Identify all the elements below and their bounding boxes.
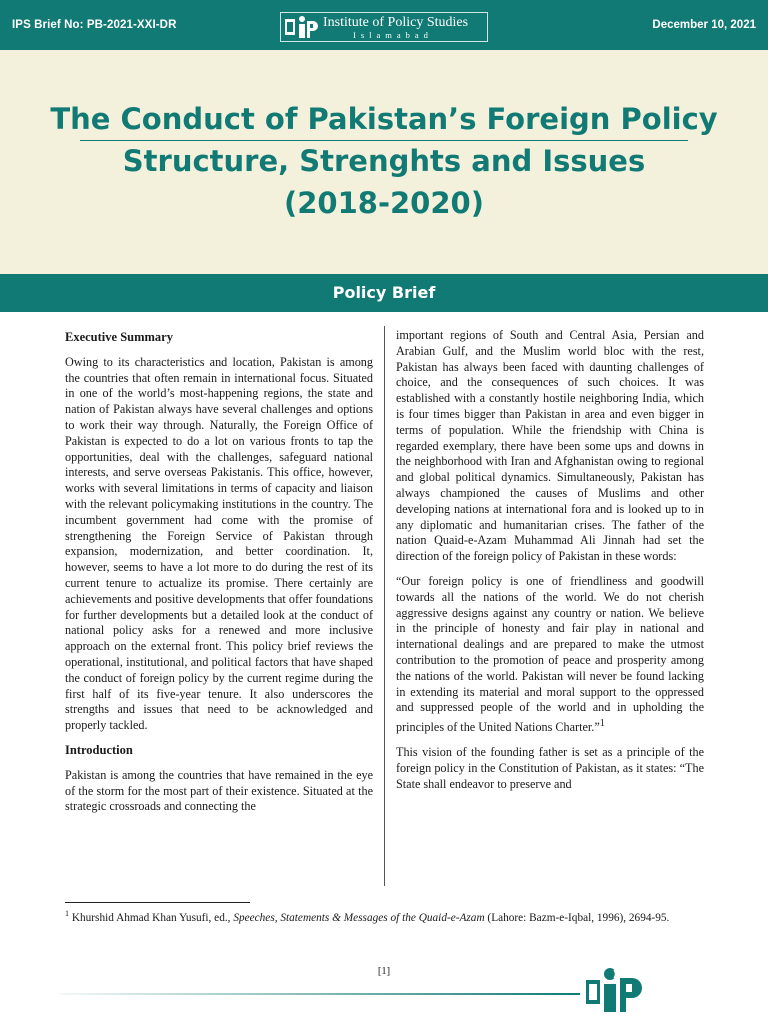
institute-name: Institute of Policy Studies [323, 15, 469, 30]
introduction-text: Pakistan is among the countries that have remained in the eye of the storm for the most part of their existence. Situated at the strategic crossroads and connecting the [65, 767, 373, 814]
footnote [65, 906, 710, 926]
introduction-continued: important regions of South and Central Asia, Persian and Arabian Gulf, and the Muslim world bloc with the rest, Pakistan has always been faced with daunting challenges of choice, and the consequences of such choices. It was established with a constantly hostile neighboring India, which is four times bigger than Pakistan in area and even bigger in terms of population. While the friendship with China is regarded exemplary, there have been some ups and downs in the neighborhood with Iran and Afghanistan owing to regional and global political dynamics. Simultaneously, Pakistan has always championed the causes of Muslims and other developing nations at international fora and is looked up to in any diplomatic and humanitarian crises. The father of the nation Quaid-e-Azam Muhammad Ali Jinnah had set the direction of the foreign policy of Pakistan in these words: [396, 328, 704, 564]
footer-ips-logo-icon [584, 966, 646, 1016]
constitution-paragraph: This vision of the founding father is set as a principle of the foreign policy in the Constitution of Pakistan, as it states: “The State shall endeavor to preserve and [396, 744, 704, 791]
brief-number: IPS Brief No: PB-2021-XXI-DR [12, 19, 177, 31]
institute-city: Islamabad [353, 30, 433, 40]
policy-brief-band: Policy Brief [0, 274, 768, 312]
publication-date: December 10, 2021 [652, 19, 756, 31]
jinnah-quote [396, 574, 704, 736]
institute-logo [280, 12, 488, 42]
footnote-publication: (Lahore: Bazm-e-Iqbal, 1996), 2694-95. [484, 911, 670, 924]
title-line-2: Structure, Strenghts and Issues [122, 144, 646, 178]
executive-summary-heading: Executive Summary [65, 330, 173, 344]
ips-logo-icon [283, 14, 319, 41]
right-column [396, 328, 704, 801]
page-number: [1] [377, 966, 391, 977]
top-bar [0, 0, 768, 50]
footnote-book-title: Speeches, Statements & Messages of the Quaid-e-Azam [233, 911, 485, 924]
left-column [65, 330, 373, 824]
column-divider [384, 326, 385, 886]
footnote-divider [65, 902, 250, 903]
footnote-number: 1 [65, 909, 69, 918]
title-line-3: (2018-2020) [284, 186, 484, 220]
executive-summary-text: Owing to its characteristics and location, Pakistan is among the countries that often remain in international focus. Situated in one of the world’s most-happening regions, the state and nation of Pakistan always have several challenges and options to work their way through. Naturally, the Foreign Office of Pakistan is expected to do a lot on various fronts to tap the opportunities, deal with the challenges, safeguard national interests, and serve overseas Pakistanis. This office, however, works with several limitations in terms of capacity and liaison with the relevant policymaking institutions in the country. The incumbent government had come with the promise of strengthening the Foreign Service of Pakistan through expansion, modernization, and better coordination. It, however, seems to have a lot more to do during the rest of its current tenure to actualize its promise. There certainly are achievements and positive developments that offer foundations for further developments but a detailed look at the conduct of national policy asks for a renewed and more inclusive approach on the external front. This policy brief reviews the operational, institutional, and political factors that have shaped the conduct of foreign policy by the current regime during the first half of its five-year tenure. It also underscores the strengths and issues that need to be acknowledged and properly tackled. [65, 354, 373, 733]
quote-text: “Our foreign policy is one of friendliness and goodwill towards all the nations of the world. We do not cherish aggressive designs against any country or nation. We believe in the principle of honesty and fair play in national and international dealings and are prepared to make the utmost contribution to the promotion of peace and prosperity among the nations of the world. Pakistan will never be found lacking in extending its material and moral support to the oppressed and suppressed people of the world and in upholding the principles of the United Nations Charter.” [396, 573, 704, 735]
footnote-author: Khurshid Ahmad Khan Yusufi, ed., [69, 911, 234, 924]
title-line-1: The Conduct of Pakistan’s Foreign Policy [50, 102, 718, 136]
introduction-heading: Introduction [65, 742, 133, 757]
footnote-reference[interactable]: 1 [599, 718, 605, 730]
title-area [0, 50, 768, 274]
footer-line [60, 993, 580, 995]
